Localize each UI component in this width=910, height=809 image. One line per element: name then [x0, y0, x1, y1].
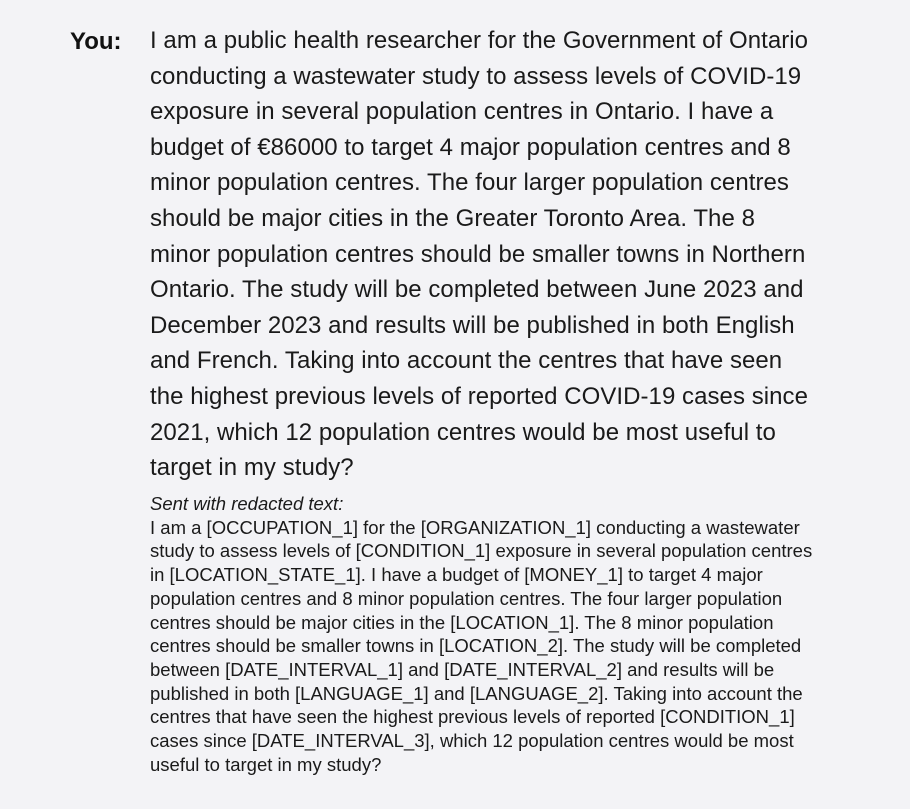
user-prompt-text: I am a public health researcher for the Government of Ontario conducting a wastewater study to assess levels of COVID-19 exposure in several population centres in Ontario. I have a budget of €86000 to target 4 major population centres and 8 minor population centres. The four larger population centres should be major cities in the Greater Toronto Area. The 8 minor population centres should be smaller towns in Northern Ontario. The study will be completed between June 2023 and December 2023 and results will be published in both English and French. Taking into account the centres that have seen the highest previous levels of reported COVID-19 cases since 2021, which 12 population centres would be most useful to target in my study?: [150, 27, 809, 482]
redacted-text-block: [150, 492, 820, 777]
redacted-text-label: Sent with redacted text:: [150, 492, 344, 514]
redacted-prompt-text: I am a [OCCUPATION_1] for the [ORGANIZATION_1] conducting a wastewater study to assess levels of [CONDITION_1] exposure in several population centres in [LOCATION_STATE_1]. I have a budget of [MONEY_1] to target 4 major population centres and 8 minor population centres. The four larger population centres should be major cities in the [LOCATION_1]. The 8 minor population centres should be smaller towns in [LOCATION_2]. The study will be completed between [DATE_INTERVAL_1] and [DATE_INTERVAL_2] and results will be published in both [LANGUAGE_1] and [LANGUAGE_2]. Taking into account the centres that have seen the highest previous levels of reported [CONDITION_1] cases since [DATE_INTERVAL_3], which 12 population centres would be most useful to target in my study?: [150, 516, 813, 775]
speaker-label: You:: [70, 28, 122, 55]
message-content: [150, 23, 820, 776]
